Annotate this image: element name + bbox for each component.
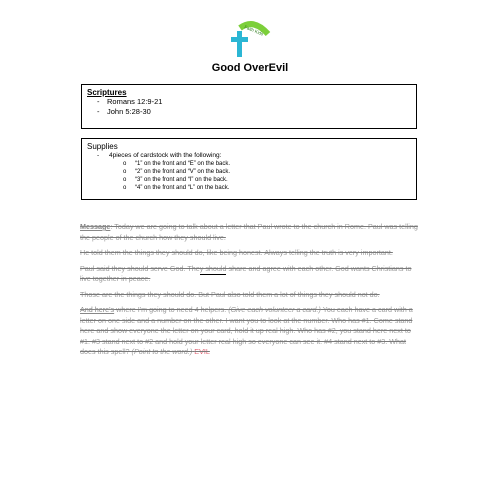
supplies-item: o “4” on the front and “L” on the back.: [123, 185, 230, 191]
page-title: Good OverEvil: [211, 62, 289, 74]
supplies-box: [81, 138, 417, 200]
scriptures-heading: Scriptures: [87, 88, 127, 97]
divider-line: [200, 274, 226, 275]
logo: [228, 20, 272, 60]
supplies-item: o “1” on the front and “E” on the back.: [123, 161, 231, 167]
message-label: Message: [80, 222, 111, 231]
supplies-heading: Supplies: [87, 142, 118, 151]
scriptures-box: [81, 84, 417, 129]
scripture-ref: - Romans 12:9-21: [97, 97, 163, 106]
supplies-intro: - 4pieces of cardstock with the following:: [97, 152, 222, 159]
lesson-body: [80, 222, 420, 363]
heres-label: And here's: [80, 305, 115, 314]
scripture-ref: - John 5:28-30: [97, 107, 151, 116]
cross-icon: [231, 31, 248, 57]
paragraph: And here's where I'm going to need 4 helpers. (Give each volunteer a card.) You each have a card with a letter on one side and a number on the other. I want you to look at the number. Who has #1. Come stand here and show everyone the letter on your card, hold it up real high. Who has #2, you stand here next to #1. #3 stand next to #2 and hold your letter real high so everyone can see it. #4 stand next to #3. What does this spell? (Point to the word.) EVIL: [80, 305, 413, 356]
supplies-item: o “2” on the front and “V” on the back.: [123, 169, 231, 175]
supplies-item: o “3” on the front and “I” on the back.: [123, 177, 228, 183]
evil-word: EVIL: [194, 347, 210, 356]
paragraph: Message: Today we are going to talk about a letter that Paul wrote to the church in Rome. Paul was telling the people of the church how they should live.: [80, 222, 418, 242]
paragraph: Paul said they should serve God. They should share and agree with each other. God wants Christians to live together in peace.: [80, 263, 412, 283]
logo-text: Faith Kids: [243, 24, 265, 37]
paragraph: He told them the things they should do, like being honest. Always telling the truth is very important.: [80, 248, 393, 257]
paragraph: Those are the things they should do. But Paul also told them a lot of things they should not do.: [80, 289, 380, 299]
